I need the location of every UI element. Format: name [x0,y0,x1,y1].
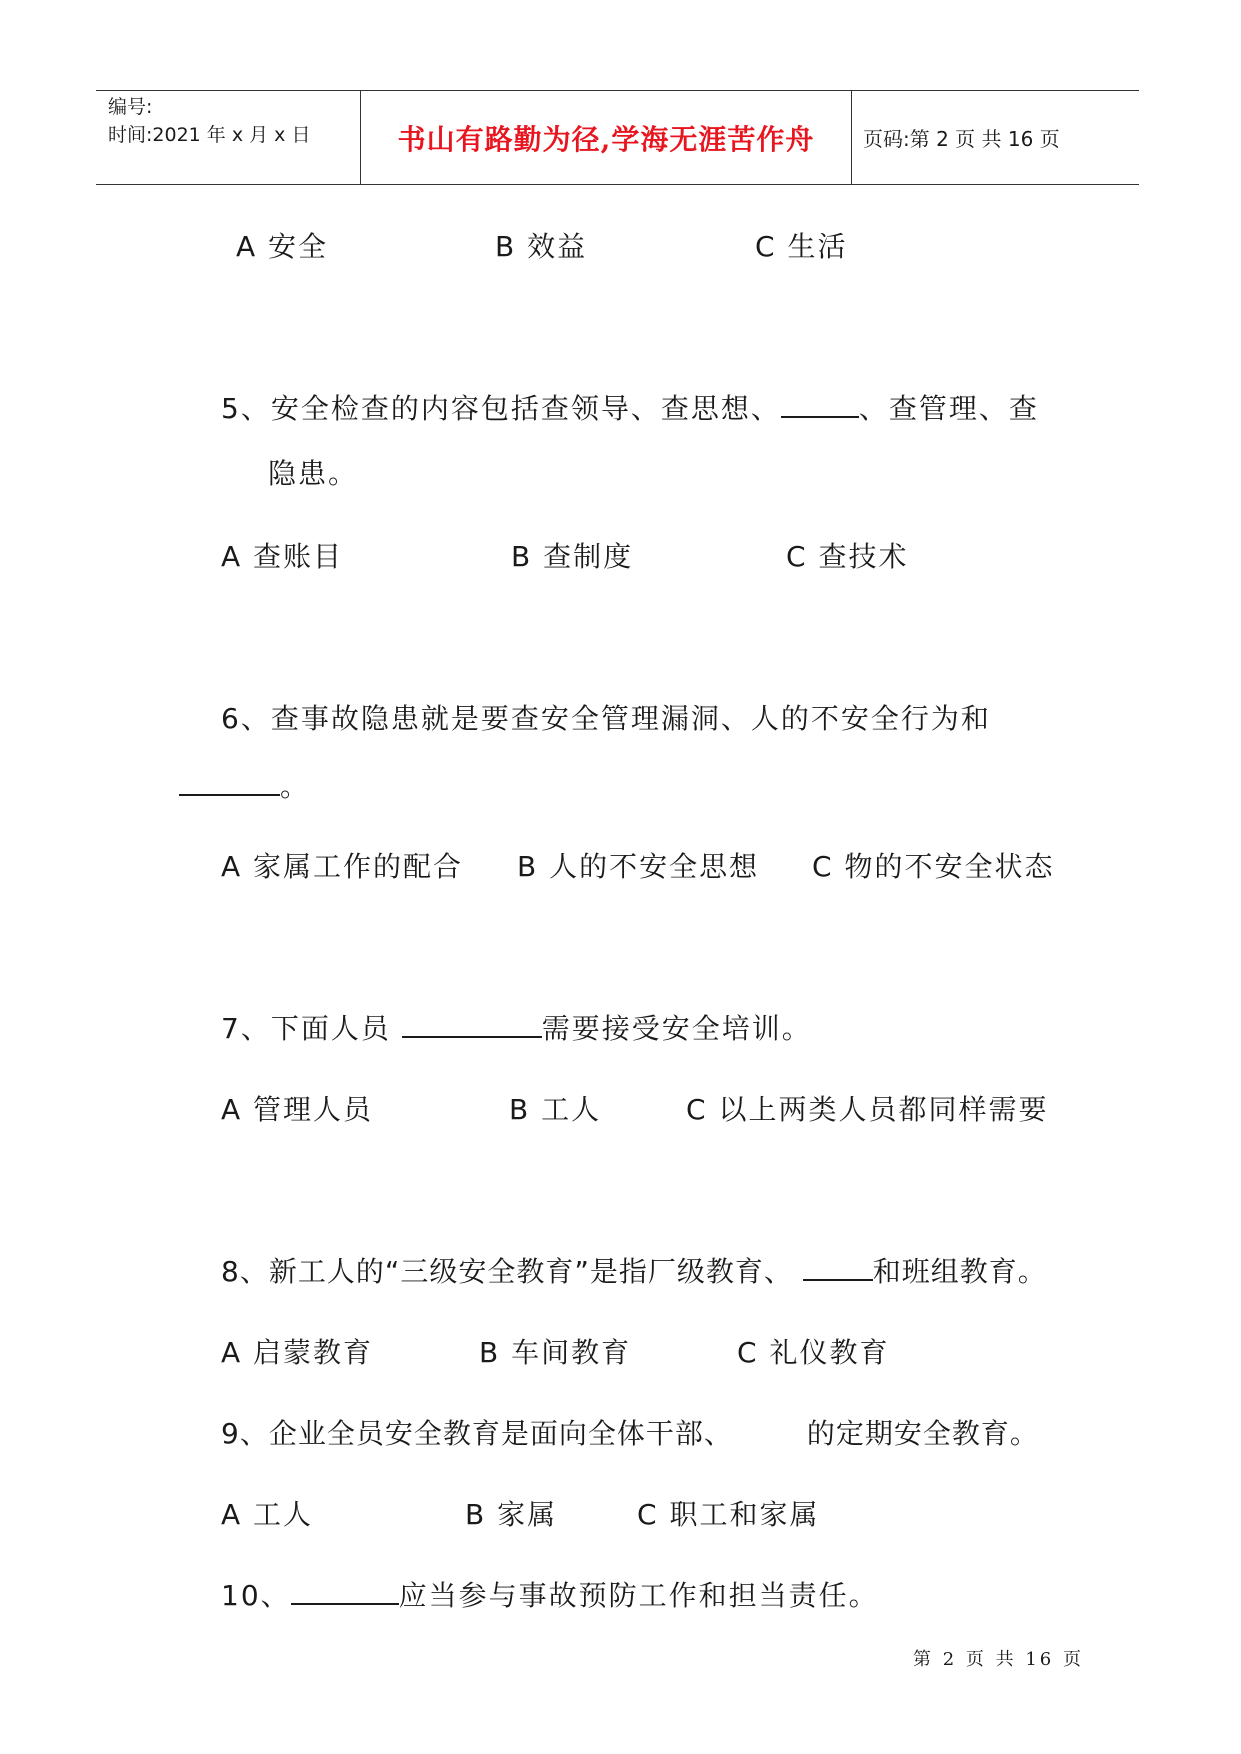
q8-question [221,1250,1047,1290]
q8-option-b: B 车间教育 [479,1336,632,1369]
q9-option-c: C 职工和家属 [637,1498,820,1531]
q9-option-a: A 工人 [221,1498,314,1531]
q5-question-line2: 隐患。 [268,457,359,490]
q6-option-b: B 人的不安全思想 [517,850,760,883]
q5-option-c: C 查技术 [786,540,909,573]
q8-answer-blank [803,1257,873,1281]
header-motto-cell [360,91,852,184]
q10-text-before: 10、 [221,1579,291,1612]
q9-text-after: 的定期安全教育。 [806,1417,1039,1450]
header-page-info: 页码:第 2 页 共 16 页 [863,127,1060,151]
q7-option-b: B 工人 [509,1093,602,1126]
q4-option-c: C 生活 [755,230,848,263]
document-number-label: 编号: [108,96,153,118]
q8-text-before: 8、新工人的“三级安全教育”是指厂级教育、 [221,1255,803,1288]
q9-text-before: 9、企业全员安全教育是面向全体干部、 [221,1417,733,1450]
q6-question-line1: 6、查事故隐患就是要查安全管理漏洞、人的不安全行为和 [221,702,991,735]
q10-answer-blank [291,1581,399,1605]
q7-option-c: C 以上两类人员都同样需要 [686,1093,1049,1126]
q9-option-b: B 家属 [465,1498,558,1531]
q10-text-after: 应当参与事故预防工作和担当责任。 [398,1579,879,1612]
q7-text-after: 需要接受安全培训。 [541,1012,812,1045]
q5-option-b: B 查制度 [511,540,634,573]
q5-text-after: 、查管理、查 [858,392,1039,425]
q6-option-a: A 家属工作的配合 [221,850,464,883]
q8-option-c: C 礼仪教育 [737,1336,890,1369]
q10-question [221,1574,879,1614]
q7-option-a: A 管理人员 [221,1093,374,1126]
q5-option-a: A 查账目 [221,540,344,573]
page-footer: 第 2 页 共 16 页 [913,1649,1084,1670]
document-time-label: 时间:2021 年 x 月 x 日 [108,124,311,146]
q5-question-line1 [221,387,1039,427]
q5-answer-blank [781,394,859,418]
page-header [96,90,1139,185]
q8-option-a: A 启蒙教育 [221,1336,374,1369]
q6-question-line2 [179,765,310,805]
header-left-cell [96,91,360,184]
q6-answer-blank [179,772,280,796]
header-motto: 书山有路勤为径,学海无涯苦作舟 [397,122,815,156]
q9-question [221,1412,1039,1452]
q7-answer-blank [402,1014,542,1038]
q5-text-before: 5、安全检查的内容包括查领导、查思想、 [221,392,781,425]
q4-option-a: A 安全 [236,230,329,263]
q7-text-before: 7、下面人员 [221,1012,402,1045]
q8-text-after: 和班组教育。 [872,1255,1047,1288]
q6-text-after: 。 [280,770,311,803]
q4-option-b: B 效益 [495,230,588,263]
q6-option-c: C 物的不安全状态 [812,850,1055,883]
q7-question [221,1007,812,1047]
